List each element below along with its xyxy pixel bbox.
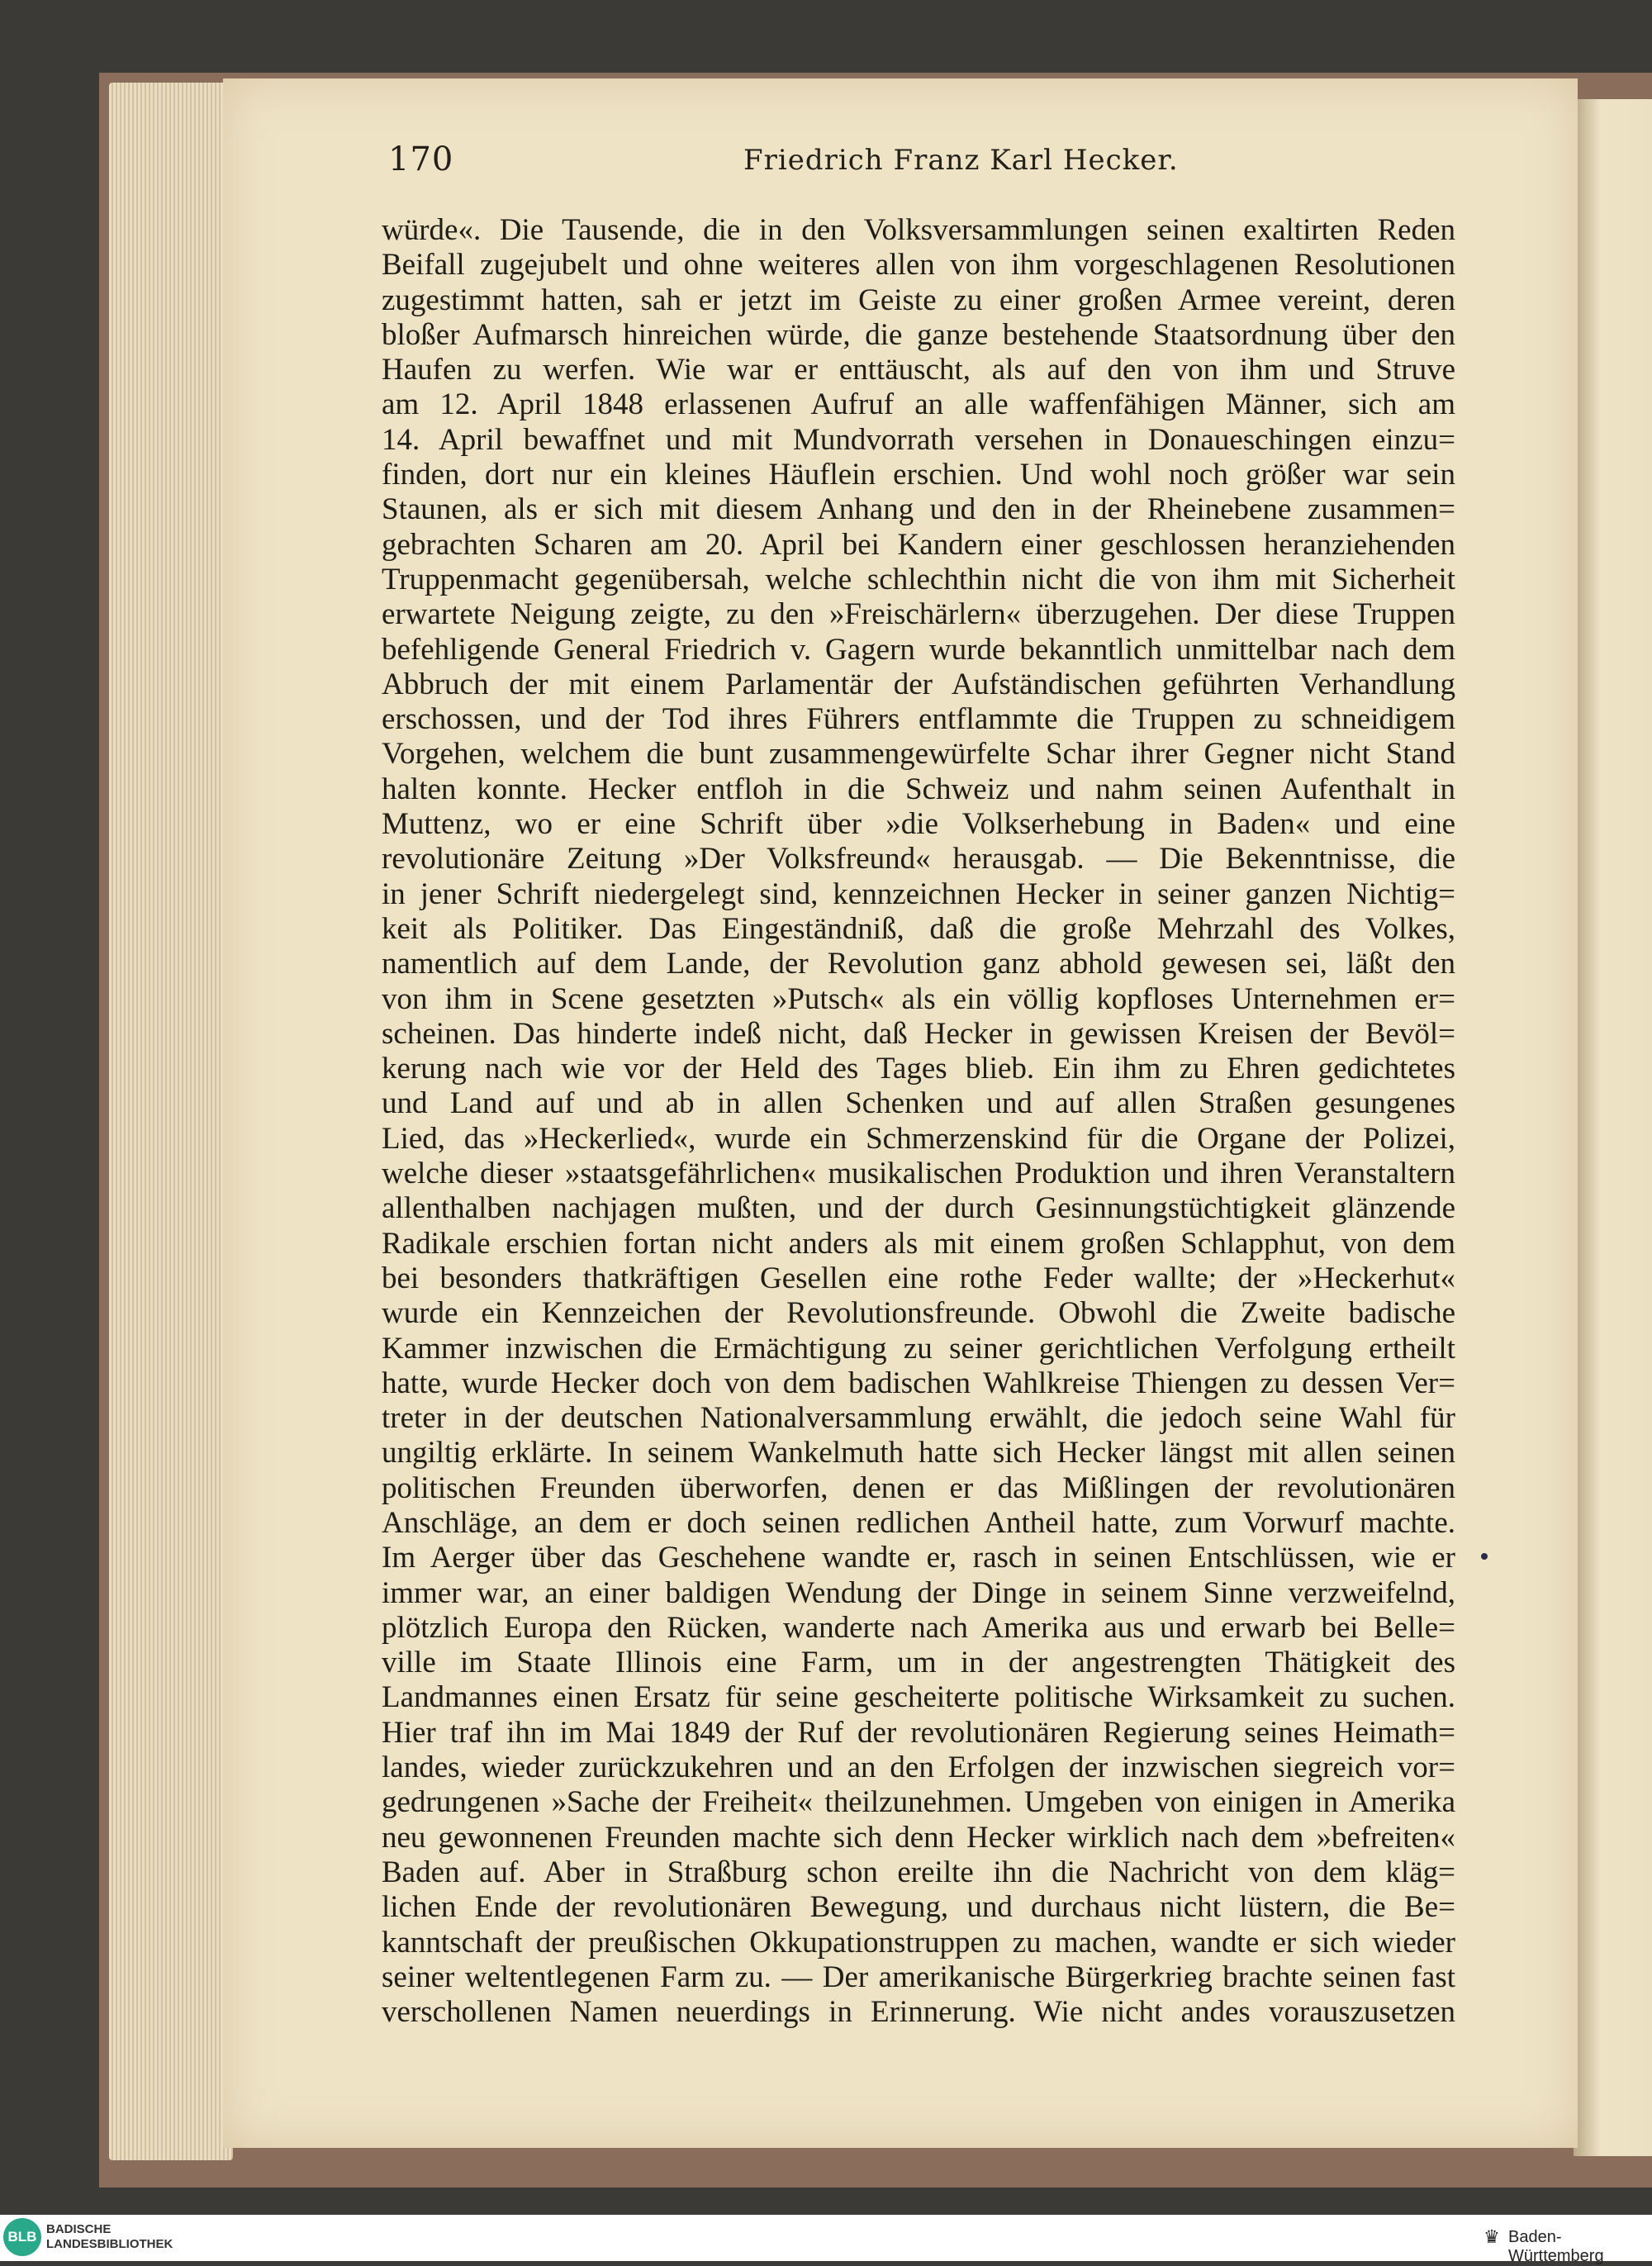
text-line: Hier traf ihn im Mai 1849 der Ruf der revolutionären Regierung seines Heimath=	[382, 1715, 1455, 1750]
text-line: revolutionäre Zeitung »Der Volksfreund« herausgab. — Die Bekenntnisse, die	[382, 842, 1455, 876]
text-line: von ihm in Scene gesetzten »Putsch« als ein völlig kopfloses Unternehmen er=	[382, 981, 1455, 1016]
blb-logo-icon[interactable]: BLB	[3, 2218, 41, 2256]
text-line: verschollenen Namen neuerdings in Erinnerung. Wie nicht andes vorauszusetzen	[382, 1995, 1455, 2030]
text-line: Radikale erschien fortan nicht anders als mit einem großen Schlapphut, von dem	[382, 1226, 1455, 1261]
text-line: Im Aerger über das Geschehene wandte er, rasch in seinen Entschlüssen, wie er	[382, 1541, 1455, 1575]
text-line: Beifall zugejubelt und ohne weiteres allen von ihm vorgeschlagenen Resolutionen	[382, 248, 1455, 283]
text-line: Landmannes einen Ersatz für seine gescheiterte politische Wirksamkeit zu suchen.	[382, 1680, 1455, 1715]
text-line: Vorgehen, welchem die bunt zusammengewürfelte Schar ihrer Gegner nicht Stand	[382, 737, 1455, 772]
page-number: 170	[388, 140, 454, 178]
text-line: gebrachten Scharen am 20. April bei Kandern einer geschlossen heranziehenden	[382, 527, 1455, 562]
text-line: immer war, an einer baldigen Wendung der Dinge in seinem Sinne verzweifelnd,	[382, 1575, 1455, 1610]
text-line: lichen Ende der revolutionären Bewegung, und durchaus nicht lüstern, die Be=	[382, 1890, 1455, 1925]
text-line: landes, wieder zurückzukehren und an den Erfolgen der inzwischen siegreich vor=	[382, 1751, 1455, 1785]
baden-wuerttemberg-crest-icon[interactable]: ♛	[1483, 2227, 1500, 2248]
text-line: bloßer Aufmarsch hinreichen würde, die ganze bestehende Staatsordnung über den	[382, 317, 1455, 352]
text-line: welche dieser »staatsgefährlichen« musikalischen Produktion und ihren Veranstaltern	[382, 1157, 1455, 1191]
body-text	[382, 213, 1455, 2113]
text-line: hatte, wurde Hecker doch von dem badischen Wahlkreise Thiengen zu dessen Ver=	[382, 1366, 1455, 1400]
text-line: in jener Schrift niedergelegt sind, kennzeichnen Hecker in seiner ganzen Nichtig=	[382, 876, 1455, 911]
text-line: seiner weltentlegenen Farm zu. — Der amerikanische Bürgerkrieg brachte seinen fast	[382, 1960, 1455, 1994]
text-line: Muttenz, wo er eine Schrift über »die Volkserhebung in Baden« und eine	[382, 807, 1455, 842]
text-line: und Land auf und ab in allen Schenken und auf allen Straßen gesungenes	[382, 1086, 1455, 1121]
text-line: namentlich auf dem Lande, der Revolution ganz abhold gewesen sei, läßt den	[382, 947, 1455, 981]
text-line: keit als Politiker. Das Eingeständniß, daß die große Mehrzahl des Volkes,	[382, 911, 1455, 946]
text-line: Truppenmacht gegenübersah, welche schlechthin nicht die von ihm mit Sicherheit	[382, 562, 1455, 596]
text-line: Lied, das »Heckerlied«, wurde ein Schmerzenskind für die Organe der Polizei,	[382, 1121, 1455, 1156]
text-line: halten konnte. Hecker entfloh in die Schweiz und nahm seinen Aufenthalt in	[382, 772, 1455, 806]
page-header	[388, 140, 1446, 190]
text-line: ville im Staate Illinois eine Farm, um in der angestrengten Thätigkeit des	[382, 1646, 1455, 1680]
text-line: ungiltig erklärte. In seinem Wankelmuth hatte sich Hecker längst mit allen seinen	[382, 1436, 1455, 1470]
text-line: finden, dort nur ein kleines Häuflein erschien. Und wohl noch größer war sein	[382, 458, 1455, 492]
next-page-edge	[1574, 99, 1652, 2156]
text-line: zugestimmt hatten, sah er jetzt im Geiste zu einer großen Armee vereint, deren	[382, 283, 1455, 317]
text-line: scheinen. Das hinderte indeß nicht, daß Hecker in gewissen Kreisen der Bevöl=	[382, 1016, 1455, 1051]
text-line: am 12. April 1848 erlassenen Aufruf an alle waffenfähigen Männer, sich am	[382, 387, 1455, 422]
footer-bar	[0, 2215, 1652, 2265]
text-line: wurde ein Kennzeichen der Revolutionsfreunde. Obwohl die Zweite badische	[382, 1296, 1455, 1331]
text-line: kanntschaft der preußischen Okkupationstruppen zu machen, wandte er sich wieder	[382, 1925, 1455, 1960]
text-line: treter in der deutschen Nationalversammlung erwählt, die jedoch seine Wahl für	[382, 1401, 1455, 1436]
text-line: befehligende General Friedrich v. Gagern wurde bekanntlich unmittelbar nach dem	[382, 632, 1455, 667]
text-line: politischen Freunden überworfen, denen er das Mißlingen der revolutionären	[382, 1470, 1455, 1505]
library-name[interactable]	[46, 2222, 173, 2252]
text-line: erschossen, und der Tod ihres Führers entflammte die Truppen zu schneidigem	[382, 702, 1455, 737]
text-line: erwartete Neigung zeigte, zu den »Freischärlern« überzugehen. Der diese Truppen	[382, 597, 1455, 632]
text-line: kerung nach wie vor der Held des Tages blieb. Ein ihm zu Ehren gedichtetes	[382, 1052, 1455, 1086]
text-line: Anschläge, an dem er doch seinen redlichen Antheil hatte, zum Vorwurf machte.	[382, 1505, 1455, 1540]
text-line: bei besonders thatkräftigen Gesellen eine rothe Feder wallte; der »Heckerhut«	[382, 1261, 1455, 1295]
text-line: plötzlich Europa den Rücken, wanderte nach Amerika aus und erwarb bei Belle=	[382, 1610, 1455, 1645]
ink-speck	[1481, 1553, 1488, 1560]
text-line: 14. April bewaffnet und mit Mundvorrath versehen in Donaueschingen einzu=	[382, 422, 1455, 457]
text-line: Baden auf. Aber in Straßburg schon ereilte ihn die Nachricht von dem kläg=	[382, 1855, 1455, 1889]
library-name-line2: LANDESBIBLIOTHEK	[46, 2237, 173, 2251]
text-line: Abbruch der mit einem Parlamentär der Aufständischen geführten Verhandlung	[382, 667, 1455, 701]
page-edges	[109, 83, 233, 2160]
running-head: Friedrich Franz Karl Hecker.	[743, 144, 1179, 177]
text-line: würde«. Die Tausende, die in den Volksversammlungen seinen exaltirten Reden	[382, 213, 1455, 247]
baden-wuerttemberg-label[interactable]: Baden-Württemberg	[1508, 2228, 1604, 2265]
text-line: Haufen zu werfen. Wie war er enttäuscht, als auf den von ihm und Struve	[382, 353, 1455, 387]
text-line: allenthalben nachjagen mußten, und der durch Gesinnungstüchtigkeit glänzende	[382, 1191, 1455, 1226]
text-line: neu gewonnenen Freunden machte sich denn Hecker wirklich nach dem »befreiten«	[382, 1820, 1455, 1855]
text-line: Staunen, als er sich mit diesem Anhang und den in der Rheinebene zusammen=	[382, 492, 1455, 527]
library-name-line1: BADISCHE	[46, 2222, 112, 2236]
text-line: gedrungenen »Sache der Freiheit« theilzunehmen. Umgeben von einigen in Amerika	[382, 1785, 1455, 1820]
text-line: Kammer inzwischen die Ermächtigung zu seiner gerichtlichen Verfolgung ertheilt	[382, 1331, 1455, 1366]
